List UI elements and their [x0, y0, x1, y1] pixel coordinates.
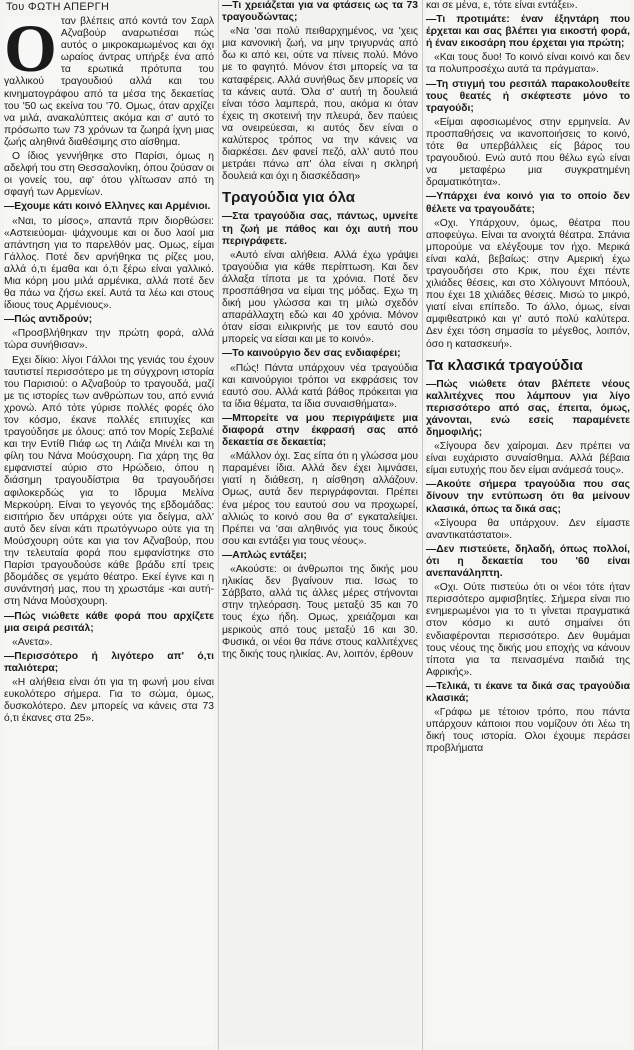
- paragraph: «Γράφω με τέτοιον τρόπο, που πάντα υπάρχουν κάποιοι που νομίζουν ότι λέω τη δική τους ιστορία. Ολοι έχουμε περάσει προβλήματα: [426, 707, 630, 755]
- paragraph: «Σίγουρα δεν χαίρομαι. Δεν πρέπει να είναι ευχάριστο συναίσθημα. Αλλά βέβαια είμαι ευτυχής που δεν είμαι ανάμεσά τους».: [426, 441, 630, 477]
- interview-question: —Τι χρειάζεται για να φτάσεις ως τα 73 τραγουδώντας;: [222, 0, 418, 24]
- paragraph: «Και τους δυο! Το κοινό είναι κοινό και δεν τα πολυπροσέχω αυτά τα πράγματα».: [426, 52, 630, 76]
- paragraph: «Πώς! Πάντα υπάρχουν νέα τραγούδια και καινούργιοι τρόποι να εκφράσεις τον εαυτό σου. Αλλά κατά βάθος πρόκειται για τα ίδια θέματα, τα ίδια συναισθήματα».: [222, 362, 418, 410]
- paragraph: «Προσβλήθηκαν την πρώτη φορά, αλλά τώρα συνήθισαν».: [4, 328, 214, 352]
- interview-question: —Τι προτιμάτε: έναν έξηντάρη που έρχεται και σας βλέπει για εικοστή φορά, ή έναν εικοσάρη που έρχεται για πρώτη;: [426, 14, 630, 50]
- paragraph: «Ανετα».: [12, 636, 53, 648]
- paragraph: «Σίγουρα θα υπάρχουν. Δεν είμαστε αναντικατάστατοι».: [426, 517, 630, 541]
- drop-cap: Ο: [4, 16, 57, 86]
- interview-question: —Το καινούργιο δεν σας ενδιαφέρει;: [222, 348, 401, 360]
- interview-question: —Πώς νιώθετε όταν βλέπετε νέους καλλιτέχνες που λάμπουν για λίγο περισσότερο από σας, έπειτα, όμως, χάνονται, ενώ εσείς παραμένετε δημοφιλής;: [426, 378, 630, 438]
- interview-question: —Υπάρχει ένα κοινό για το οποίο δεν θέλετε να τραγουδάτε;: [426, 191, 630, 215]
- paragraph: και σε μένα, ε, τότε είναι εντάξει».: [426, 0, 578, 11]
- interview-question: —Πώς αντιδρούν;: [4, 314, 93, 326]
- paragraph: «Να 'σαι πολύ πειθαρχημένος, να 'χεις μια κανονική ζωή, να μην τριγυρνάς από δω κι από κει, ούτε να πίνεις πολύ. Μόνο με το φαγητό. Μόνον έτσι μπορείς να τα καταφέρεις. Αλλά συνήθως δεν μπορείς να τα κάνεις αυτά. Όλα σ' αυτή τη δουλειά είναι τόσο λαμπερά, που, ακόμα κι όταν έχεις τη σκοτεινή την πλευρά, δεν παύεις να ονειρεύεσαι, κι αυτός δεν είναι ο καλύτερος τρόπος να την κάνεις να διαρκέσει. Δεν φανεί πεζό, αλλ' αυτό που μετράει πάνω απ' όλα είναι η σκληρή δουλειά και όχι η διασκέδαση»: [222, 26, 418, 183]
- paragraph: ταν βλέπεις από κοντά τον Σαρλ Αζναβούρ αναρωτιέσαι πώς αυτός ο μικροκαμωμένος και όχι ωραίος άντρας υπήρξε ένα από τα ερωτικά πρότυπα του γαλλικού τραγουδιού αλλά και του κινηματογράφου από τα μέσα της δεκαετίας του '50 ως εκείνα του '70. Ομως, όταν αρχίζει να μιλά, ανακαλύπτεις ακόμα και σ' αυτό το πρόσωπο των 73 χρόνων τα ζωηρά ίχνη μιας ζωής αληθινά διαθέσιμης στο αίσθημα.: [4, 16, 214, 148]
- paragraph: «Οχι. Ούτε πιστεύω ότι οι νέοι τότε ήταν περισσότερο αμφισβητίες. Σήμερα είναι πιο ενημερωμένοι για το τι γίνεται πραγματικά στον κόσμο κι αυτό σημαίνει ότι ενδιαφέρονται περισσότερο. Δεν θυμάμαι τους νέους της δικής μου εποχής να κάνουν τίποτα για τα πεινασμένα παιδιά της Αφρικής».: [426, 582, 630, 678]
- interview-question: —Τη στιγμή του ρεσιτάλ παρακολουθείτε τους θεατές ή σκέφτεστε μόνο το τραγούδι;: [426, 78, 630, 114]
- column-1: [4, 16, 214, 1046]
- section-heading: Τα κλασικά τραγούδια: [426, 356, 583, 374]
- paragraph: «Ακούστε: οι άνθρωποι της δικής μου ηλικίας δεν βγαίνουν πια. Ισως το Σάββατο, αλλά τις άλλες μέρες στήνονται στην τηλεόραση. Τους μεταξύ 35 και 70 τους έχω ήδη. Ομως, χρειάζομαι και μερικούς από τους μεταξύ 16 και 30. Φυσικά, οι νέοι θα πάνε στους καλλιτέχνες της δικής τους ηλικίας. Αν, λοιπόν, έρθουν: [222, 564, 418, 660]
- paragraph: «Ναι, το μίσος», απαντά πριν διορθώσει: «Αστειεύομαι· ψάχνουμε και οι δυο λαοί μια απάντηση για το παρελθόν μας. Ομως, είμαι Γάλλος. Ποτέ δεν αρνήθηκα τις ρίζες μου, αλλά ό,τι έμαθα και ό,τι ξέρω είναι γαλλικό. Μια κόρη μου μιλά αρμένικα, αλλά ποτέ δεν θα πάω να ζήσω εκεί. Αυτά τα λέω και στους ίδιους τους Αρμένιους».: [4, 215, 214, 312]
- section-heading: Τραγούδια για όλα: [222, 189, 355, 207]
- paragraph: «Οχι. Υπάρχουν, όμως, θέατρα που αποφεύγω. Είναι τα ανοιχτά θέατρα. Σπάνια μπορούμε να ελέγξουμε τον ήχο. Μερικά είναι καλά, βεβαίως: στην Αμερική έχω τραγουδήσει στο Κρικ, που έχει πέντε χιλιάδες θέσεις, και στο Χόλιγουντ Μπόουλ, που έχει 18 χιλιάδες θέσεις. Μισώ το μικρό, γιατί είναι επίπεδο. Το άλλο, όμως, είναι αμφιθεατρικό και γι' αυτό πολύ καλύτερα. Δεν έχει τόση σημασία το μέγεθος, λοιπόν, όσο η κατασκευή».: [426, 217, 630, 350]
- paragraph: «Αυτό είναι αλήθεια. Αλλά έχω γράψει τραγούδια για κάθε περίπτωση. Και δεν άλλαξα τίποτα με τα χρόνια. Ποτέ δεν προσπάθησα να είμαι της μόδας. Εχω τη δική μου γλώσσα και τη μιλώ σχεδόν απαράλλαχτη εδώ και 40 χρόνια. Μόνον όταν είσαι ειλικρινής με τον εαυτό σου μπορείς να είσαι και με το κοινό».: [222, 249, 418, 346]
- interview-question: —Μπορείτε να μου περιγράψετε μια διαφορά στην έκφρασή σας από δεκαετία σε δεκαετία;: [222, 412, 418, 449]
- column-divider: [218, 0, 219, 1050]
- paragraph: «Μάλλον όχι. Σας είπα ότι η γλώσσα μου παραμένει ίδια. Αλλά δεν έχει λιμνάσει, γιατί η διάθεση, η αίσθηση αλλάζουν. Ομως, αυτά δεν περιγράφονται. Πρέπει ένα μέρος του εαυτού σου να προχωρεί, αλλιώς το κοινό σου θα σ' εγκαταλείψει. Πρέπει να 'σαι αληθινός για τους δικούς σου και εντάξει για τους νέους».: [222, 451, 418, 547]
- paragraph: Εχει δίκιο: λίγοι Γάλλοι της γενιάς του έχουν ταυτιστεί περισσότερο με τη σύγχρονη ιστορία του Παρισιού: ο Αζναβούρ το τραγουδά, μαζί με τις ιστορίες των ανθρώπων του, από εννιά χρονώ. Από τότε γύρισε πολλές φορές όλο τον κόσμο, έκανε πολλές επιτυχίες και τραγούδησε με όλους: από τον Μορίς Σεβαλιέ και την Εντίθ Πιάφ ως τη Λάιζα Μινέλι και τη φίλη του Νάνα Μούσχουρη. Για χάρη της θα εμφανιστεί αύριο στο Ηρώδειο, όπου η διάσημη τραγουδίστρια θα τραγουδήσει αφιλοκερδώς για το Ιδρυμα Μελίνα Μερκούρη. Είναι το γεγονός της εβδομάδας: εισιτήριο δεν υπάρχει ούτε για δείγμα, αλλ' αυτό δεν είναι κάτι πρωτόγνωρο ούτε για τη Μούσχουρη ούτε και για τον Αζναβούρ, που την τελευταία φορά που εμφανίστηκε στο Παρίσι τραγουδούσε κάθε βράδυ επί τρεις βδομάδες σε γεμάτο θέατρο. Εκεί έγινε και η συνάντησή μας, που τη χρωστάμε -και αυτή- στη Νάνα Μούσχουρη.: [4, 354, 214, 608]
- interview-question: —Στα τραγούδια σας, πάντως, υμνείτε τη ζωή με πάθος και όχι αυτή που περιγράφετε.: [222, 211, 418, 247]
- paragraph: «Είμαι αφοσιωμένος στην ερμηνεία. Αν προσπαθήσεις να ικανοποιήσεις το κοινό, τότε θα υπερβάλλεις είς βάρος του τραγουδιού. Ενώ αυτό που θέλω εγώ είναι να μεταφέρω μια συγκρατημένη δραματικότητα».: [426, 116, 630, 189]
- column-divider: [422, 0, 423, 1050]
- interview-question: —Ακούτε σήμερα τραγούδια που σας δίνουν την εντύπωση ότι θα μείνουν κλασικά, όπως τα δικά σας;: [426, 479, 630, 515]
- interview-question: —Εχουμε κάτι κοινό Ελληνες και Αρμένιοι.: [4, 201, 211, 213]
- paragraph: «Η αλήθεια είναι ότι για τη φωνή μου είναι ευκολότερο σήμερα. Για το σώμα, όμως, δυσκολότερο. Δεν μπορείς να κάνεις στα 73 ό,τι έκανες στα 25».: [4, 676, 214, 725]
- interview-question: —Πώς νιώθετε κάθε φορά που αρχίζετε μια σειρά ρεσιτάλ;: [4, 610, 214, 634]
- interview-question: —Περισσότερο ή λιγότερο απ' ό,τι παλιότερα;: [4, 650, 214, 674]
- interview-question: —Απλώς εντάξει;: [222, 549, 307, 561]
- paragraph: Ο ίδιος γεννήθηκε στο Παρίσι, όμως η αδελφή του στη Θεσσαλονίκη, όπου ζούσαν οι οι γονείς του, αφ' ότου γλίτωσαν από τη σφαγή των Αρμενίων.: [4, 151, 214, 199]
- column-2: [222, 0, 418, 1046]
- column-3: [426, 0, 630, 1046]
- interview-question: —Τελικά, τι έκανε τα δικά σας τραγούδια κλασικά;: [426, 680, 630, 704]
- interview-question: —Δεν πιστεύετε, δηλαδή, όπως πολλοί, ότι η δεκαετία του '60 είναι ανεπανάληπτη.: [426, 543, 630, 580]
- byline: Του ΦΩΤΗ ΑΠΕΡΓΗ: [6, 1, 110, 13]
